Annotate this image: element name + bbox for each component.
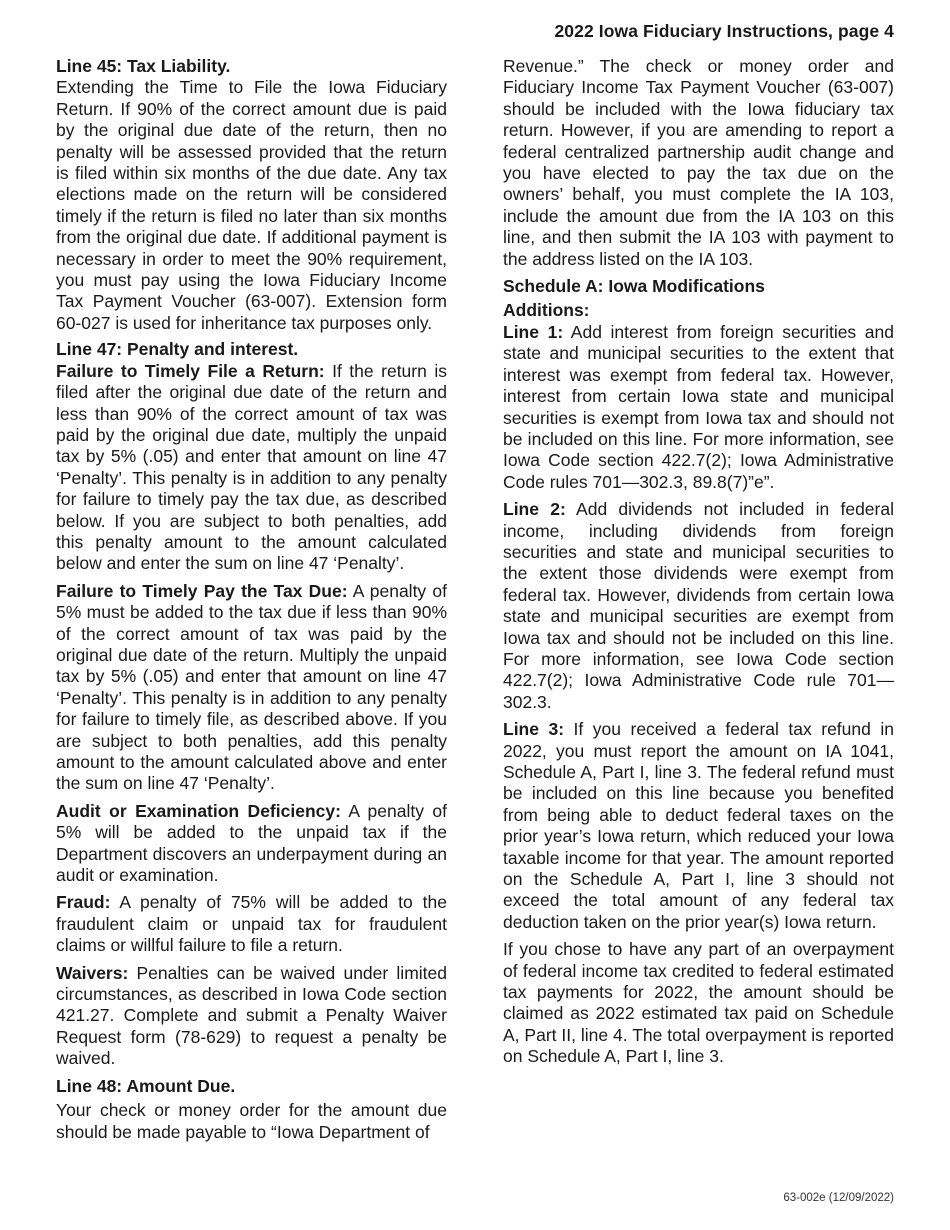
line3-lead: Line 3: — [503, 719, 565, 740]
waivers-lead: Waivers: — [56, 962, 129, 983]
failure-to-file-paragraph — [56, 361, 447, 575]
fraud-body: A penalty of 75% will be added to the fraudulent claim or unpaid tax for fraudulent claims or willful failure to file a return. — [56, 892, 447, 956]
schedule-a-heading: Schedule A: Iowa Modifications — [503, 276, 765, 297]
line48-body: Your check or money order for the amount due should be made payable to “Iowa Department of — [56, 1100, 447, 1142]
right-column — [503, 56, 894, 1074]
line45-body: Extending the Time to File the Iowa Fiduciary Return. If 90% of the correct amount due is paid by the original due date of the return, then no penalty will be assessed provided that the return is filed within six months of the due date. Any tax elections made on the return will be considered timely if the return is filed no later than six months from the original due date. If additional payment is necessary in order to meet the 90% requirement, you must pay using the Iowa Fiduciary Income Tax Payment Voucher (63-007). Extension form 60-027 is used for inheritance tax purposes only. — [56, 77, 447, 333]
line45-heading: Line 45: Tax Liability. — [56, 56, 231, 76]
failure-to-pay-body: A penalty of 5% must be added to the tax due if less than 90% of the correct amount of tax was paid by the original due date of the return. Multiply the unpaid tax by 5% (.05) and enter that amount on line 47 ‘Penalty’. This penalty is in addition to any penalty for failure to timely file, as described above. If you are subject to both penalties, add this penalty amount to the amount calculated above and enter the sum on line 47 ‘Penalty’. — [56, 580, 448, 794]
audit-deficiency-paragraph — [56, 801, 447, 887]
line2-lead: Line 2: — [503, 499, 566, 520]
failure-to-pay-lead: Failure to Timely Pay the Tax Due: — [56, 580, 348, 601]
failure-to-pay-paragraph — [56, 581, 447, 795]
line48-heading: Line 48: Amount Due. — [56, 1075, 236, 1096]
line48-continuation: Revenue.” The check or money order and Fiduciary Income Tax Payment Voucher (63-007) should be included with the Iowa fiduciary tax return. However, if you are amending to report a federal centralized partnership audit change and you have elected to pay the tax due on the owners’ behalf, you must complete the IA 103, include the amount due from the IA 103 on this line, and then submit the IA 103 with payment to the address listed on the IA 103. — [503, 56, 894, 269]
line2-body: Add dividends not included in federal income, including dividends from foreign securities and state and municipal securities to the extent those dividends were exempt from federal tax. However, dividends from certain Iowa state and municipal securities are exempt from Iowa tax and should not be included on this line. For more information, see Iowa Code section 422.7(2); Iowa Administrative Code rule 701—302.3. — [503, 499, 894, 712]
overpayment-paragraph: If you chose to have any part of an overpayment of federal income tax credited to federal estimated tax payments for 2022, the amount should be claimed as 2022 estimated tax paid on Schedule A, Part II, line 4. The total overpayment is reported on Schedule A, Part I, line 3. — [503, 939, 894, 1067]
schedule-a-line2-paragraph — [503, 499, 894, 713]
line47-heading: Line 47: Penalty and interest. — [56, 339, 299, 360]
additions-heading: Additions: — [503, 300, 590, 321]
audit-deficiency-lead: Audit or Examination Deficiency: — [56, 800, 341, 821]
failure-to-file-body: If the return is filed after the original due date of the return and less than 90% of the correct amount of tax was paid by the original due date, multiply the unpaid tax by 5% (.05) and enter that amount on line 47 ‘Penalty’. This penalty is in addition to any penalty for failure to timely pay the tax due, as described below. If you are subject to both penalties, add this penalty amount to the amount calculated below and enter the sum on line 47 ‘Penalty’. — [56, 360, 447, 574]
line1-body: Add interest from foreign securities and state and municipal securities to the extent that interest was exempt from federal tax. However, interest from certain Iowa state and municipal securities is exempt from Iowa tax and should not be included on this line. For more information, see Iowa Code section 422.7(2); Iowa Administrative Code rules 701—302.3, 89.8(7)”e”. — [503, 321, 894, 492]
audit-deficiency-body: A penalty of 5% will be added to the unpaid tax if the Department discovers an underpayment during an audit or examination. — [56, 800, 448, 886]
line3-body: If you received a federal tax refund in 2022, you must report the amount on IA 1041, Schedule A, Part I, line 3. The federal refund must be included on this line because you benefited from being able to deduct federal taxes on the prior year’s Iowa return, which reduced your Iowa taxable income for that year. The amount reported on the Schedule A, Part I, line 3 should not exceed the total amount of any federal tax deduction taken on the prior year(s) Iowa return. — [503, 719, 894, 932]
line1-lead: Line 1: — [503, 321, 564, 342]
page-header-title: 2022 Iowa Fiduciary Instructions, page 4 — [554, 21, 894, 41]
fraud-lead: Fraud: — [56, 892, 111, 913]
waivers-paragraph — [56, 963, 447, 1070]
schedule-a-line1-paragraph — [503, 322, 894, 493]
fraud-paragraph — [56, 892, 447, 956]
waivers-body: Penalties can be waived under limited circumstances, as described in Iowa Code section 421.27. Complete and submit a Penalty Waiver Request form (78-629) to request a penalty be waived. — [56, 962, 447, 1069]
left-column — [56, 56, 447, 1149]
form-code: 63-002e (12/09/2022) — [783, 1192, 894, 1204]
schedule-a-line3-paragraph — [503, 719, 894, 933]
failure-to-file-lead: Failure to Timely File a Return: — [56, 360, 325, 381]
